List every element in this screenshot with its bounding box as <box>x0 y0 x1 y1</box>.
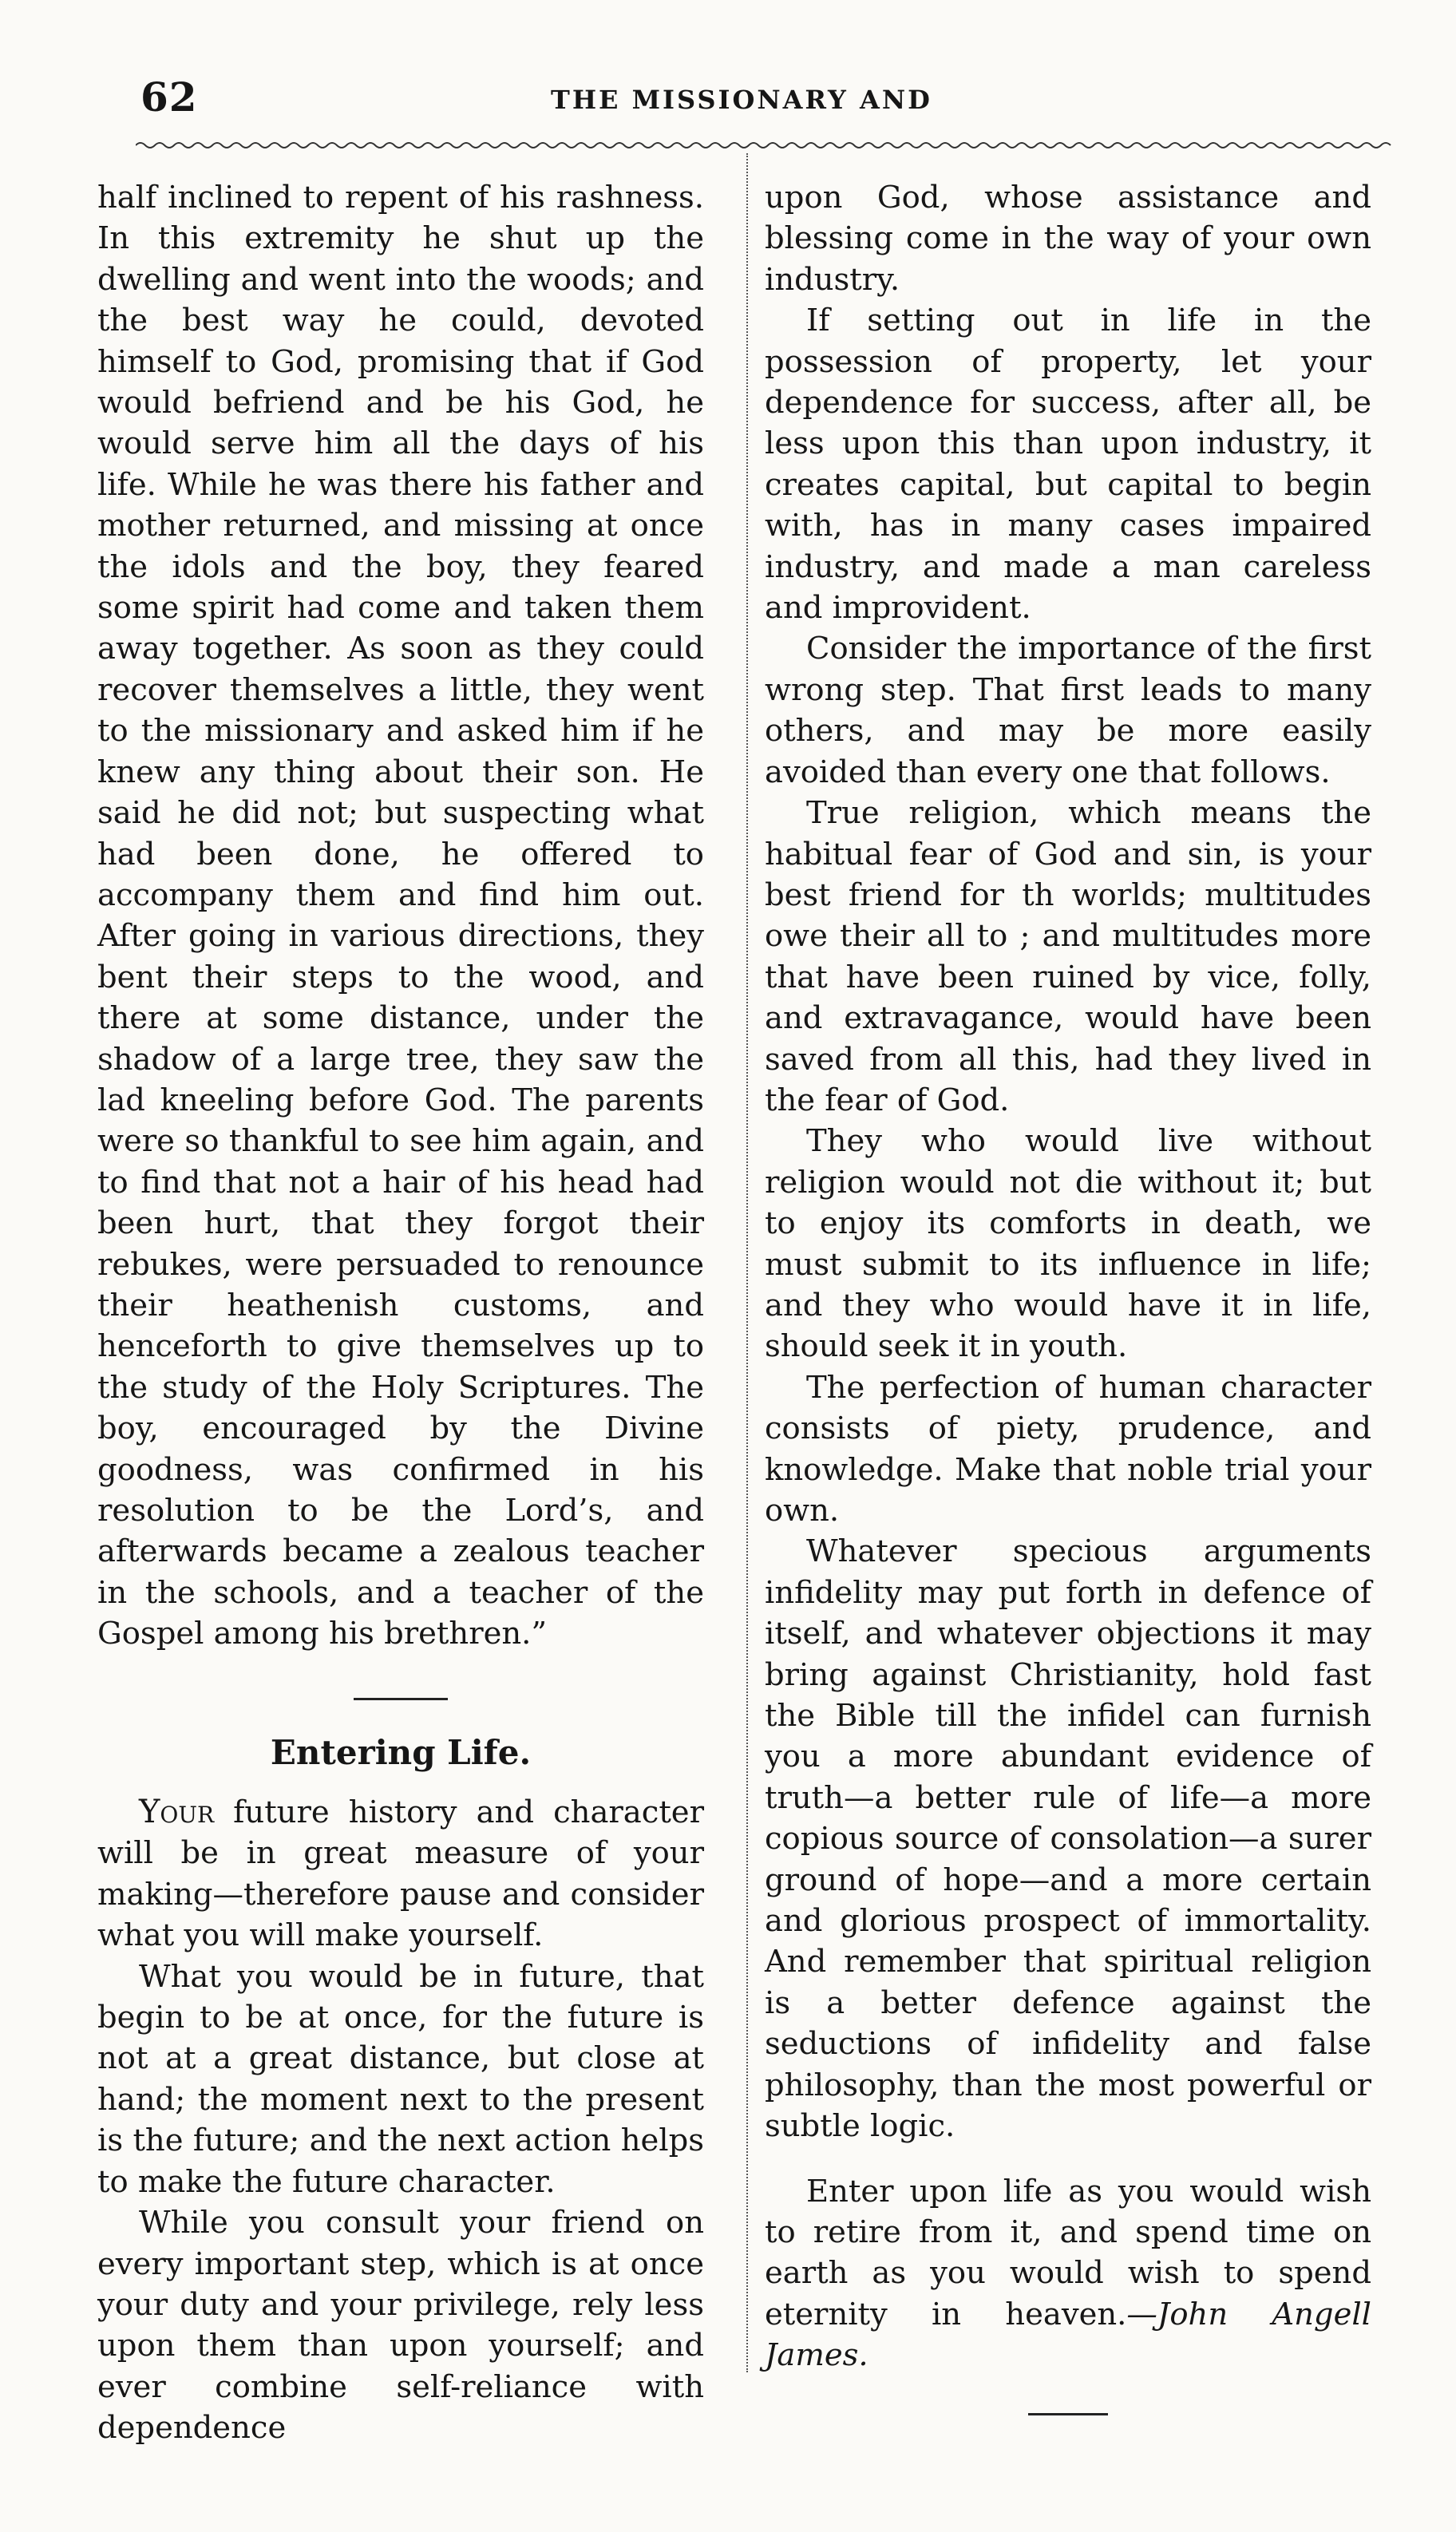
first-step-paragraph: Consider the importance of the first wrong step. That first leads to many others, and may be more easily avoided than every one that follows. <box>765 631 1371 790</box>
entering-life-paragraph-2: What you would be in future, that begin to be at once, for the future is not at a great distance, but close at hand; the moment next to the present is the future; and the next action helps to make the future character. <box>97 1958 704 2200</box>
continued-paragraph: upon God, whose assistance and blessing come in the way of your own industry. <box>765 180 1371 298</box>
header-wavy-rule <box>136 137 1397 153</box>
property-paragraph: If setting out in life in the possession of property, let your dependence for success, after all, be less upon this than upon industry, it creates capital, but capital to begin with, has in many cases impaired industry, and made a man careless and improvident. <box>765 303 1371 627</box>
page-number: 62 <box>140 73 198 121</box>
paragraph-text: future history and character will be in great measure of your making—therefore pause and consider what you will make yourself. <box>97 1794 704 1954</box>
closing-text: Enter upon life as you would wish to retire from it, and spend time on earth as you would wish to spend eternity in heaven. <box>765 2173 1371 2332</box>
right-column <box>765 177 1371 2447</box>
perfection-paragraph: The perfection of human character consists of piety, prudence, and knowledge. Make that noble trial your own. <box>765 1369 1371 1529</box>
entering-life-paragraph-1 <box>97 1792 704 1956</box>
story-paragraph: half inclined to repent of his rashness. In this extremity he shut up the dwelling and went into the woods; and the best way he could, devoted himself to God, promising that if God would befriend and be his God, he would serve him all the days of his life. While he was there his father and mother returned, and missing at once the idols and the boy, they feared some spirit had come and taken them away together. As soon as they could recover themselves a little, they went to the missionary and asked him if he knew any thing about their son. He said he did not; but suspecting what had been done, he offered to accompany them and find him out. After going in various directions, they bent their steps to the wood, and there at some distance, under the shadow of a large tree, they saw the lad kneeling before God. The parents were so thankful to see him again, and to find that not a hair of his head had been hurt, that they forgot their rebukes, were persuaded to renounce their heathenish customs, and henceforth to give themselves up to the study of the Holy Scriptures. The boy, encouraged by the Divine goodness, was confirmed in his resolution to be the Lord’s, and afterwards became a zealous teacher in the schools, and a teacher of the Gospel among his brethren.” <box>97 180 704 1652</box>
author-attribution: —John Angell James. <box>765 2296 1371 2374</box>
section-divider <box>354 1698 448 1700</box>
running-title: THE MISSIONARY AND <box>551 85 932 115</box>
page-header <box>136 67 1397 131</box>
infidelity-paragraph: Whatever specious arguments infidelity may put forth in defence of itself, and whatever objections it may bring against Christianity, hold fast the Bible till the infidel can furnish you a more abundant evidence of truth—a better rule of life—a more copious source of consolation—a surer ground of hope—and a more certain and glorious prospect of immortality. And remember that spiritual religion is a better defence against the seductions of infidelity and false philosophy, than the most powerful or subtle logic. <box>765 1533 1371 2145</box>
end-divider <box>1028 2413 1108 2415</box>
closing-paragraph <box>765 2171 1371 2376</box>
section-title: Entering Life. <box>270 1732 532 1772</box>
live-without-religion-paragraph: They who would live without religion would not die without it; but to enjoy its comforts in death, we must submit to its influence in life; and they who would have it in life, should seek it in youth. <box>765 1123 1371 1365</box>
spacer <box>765 2147 1371 2171</box>
entering-life-paragraph-3: While you consult your friend on every important step, which is at once your duty and your privilege, rely less upon them than upon yourself; and ever combine self-reliance with dependence <box>97 2205 704 2447</box>
true-religion-paragraph: True religion, which means the habitual fear of God and sin, is your best friend for th worlds; multitudes owe their all to ; and multitudes more that have been ruined by vice, folly, and extravagance, would have been saved from all this, had they lived in the fear of God. <box>765 795 1371 1118</box>
left-column <box>97 177 704 2449</box>
column-divider <box>746 153 748 2372</box>
drop-word: Your <box>139 1794 215 1831</box>
